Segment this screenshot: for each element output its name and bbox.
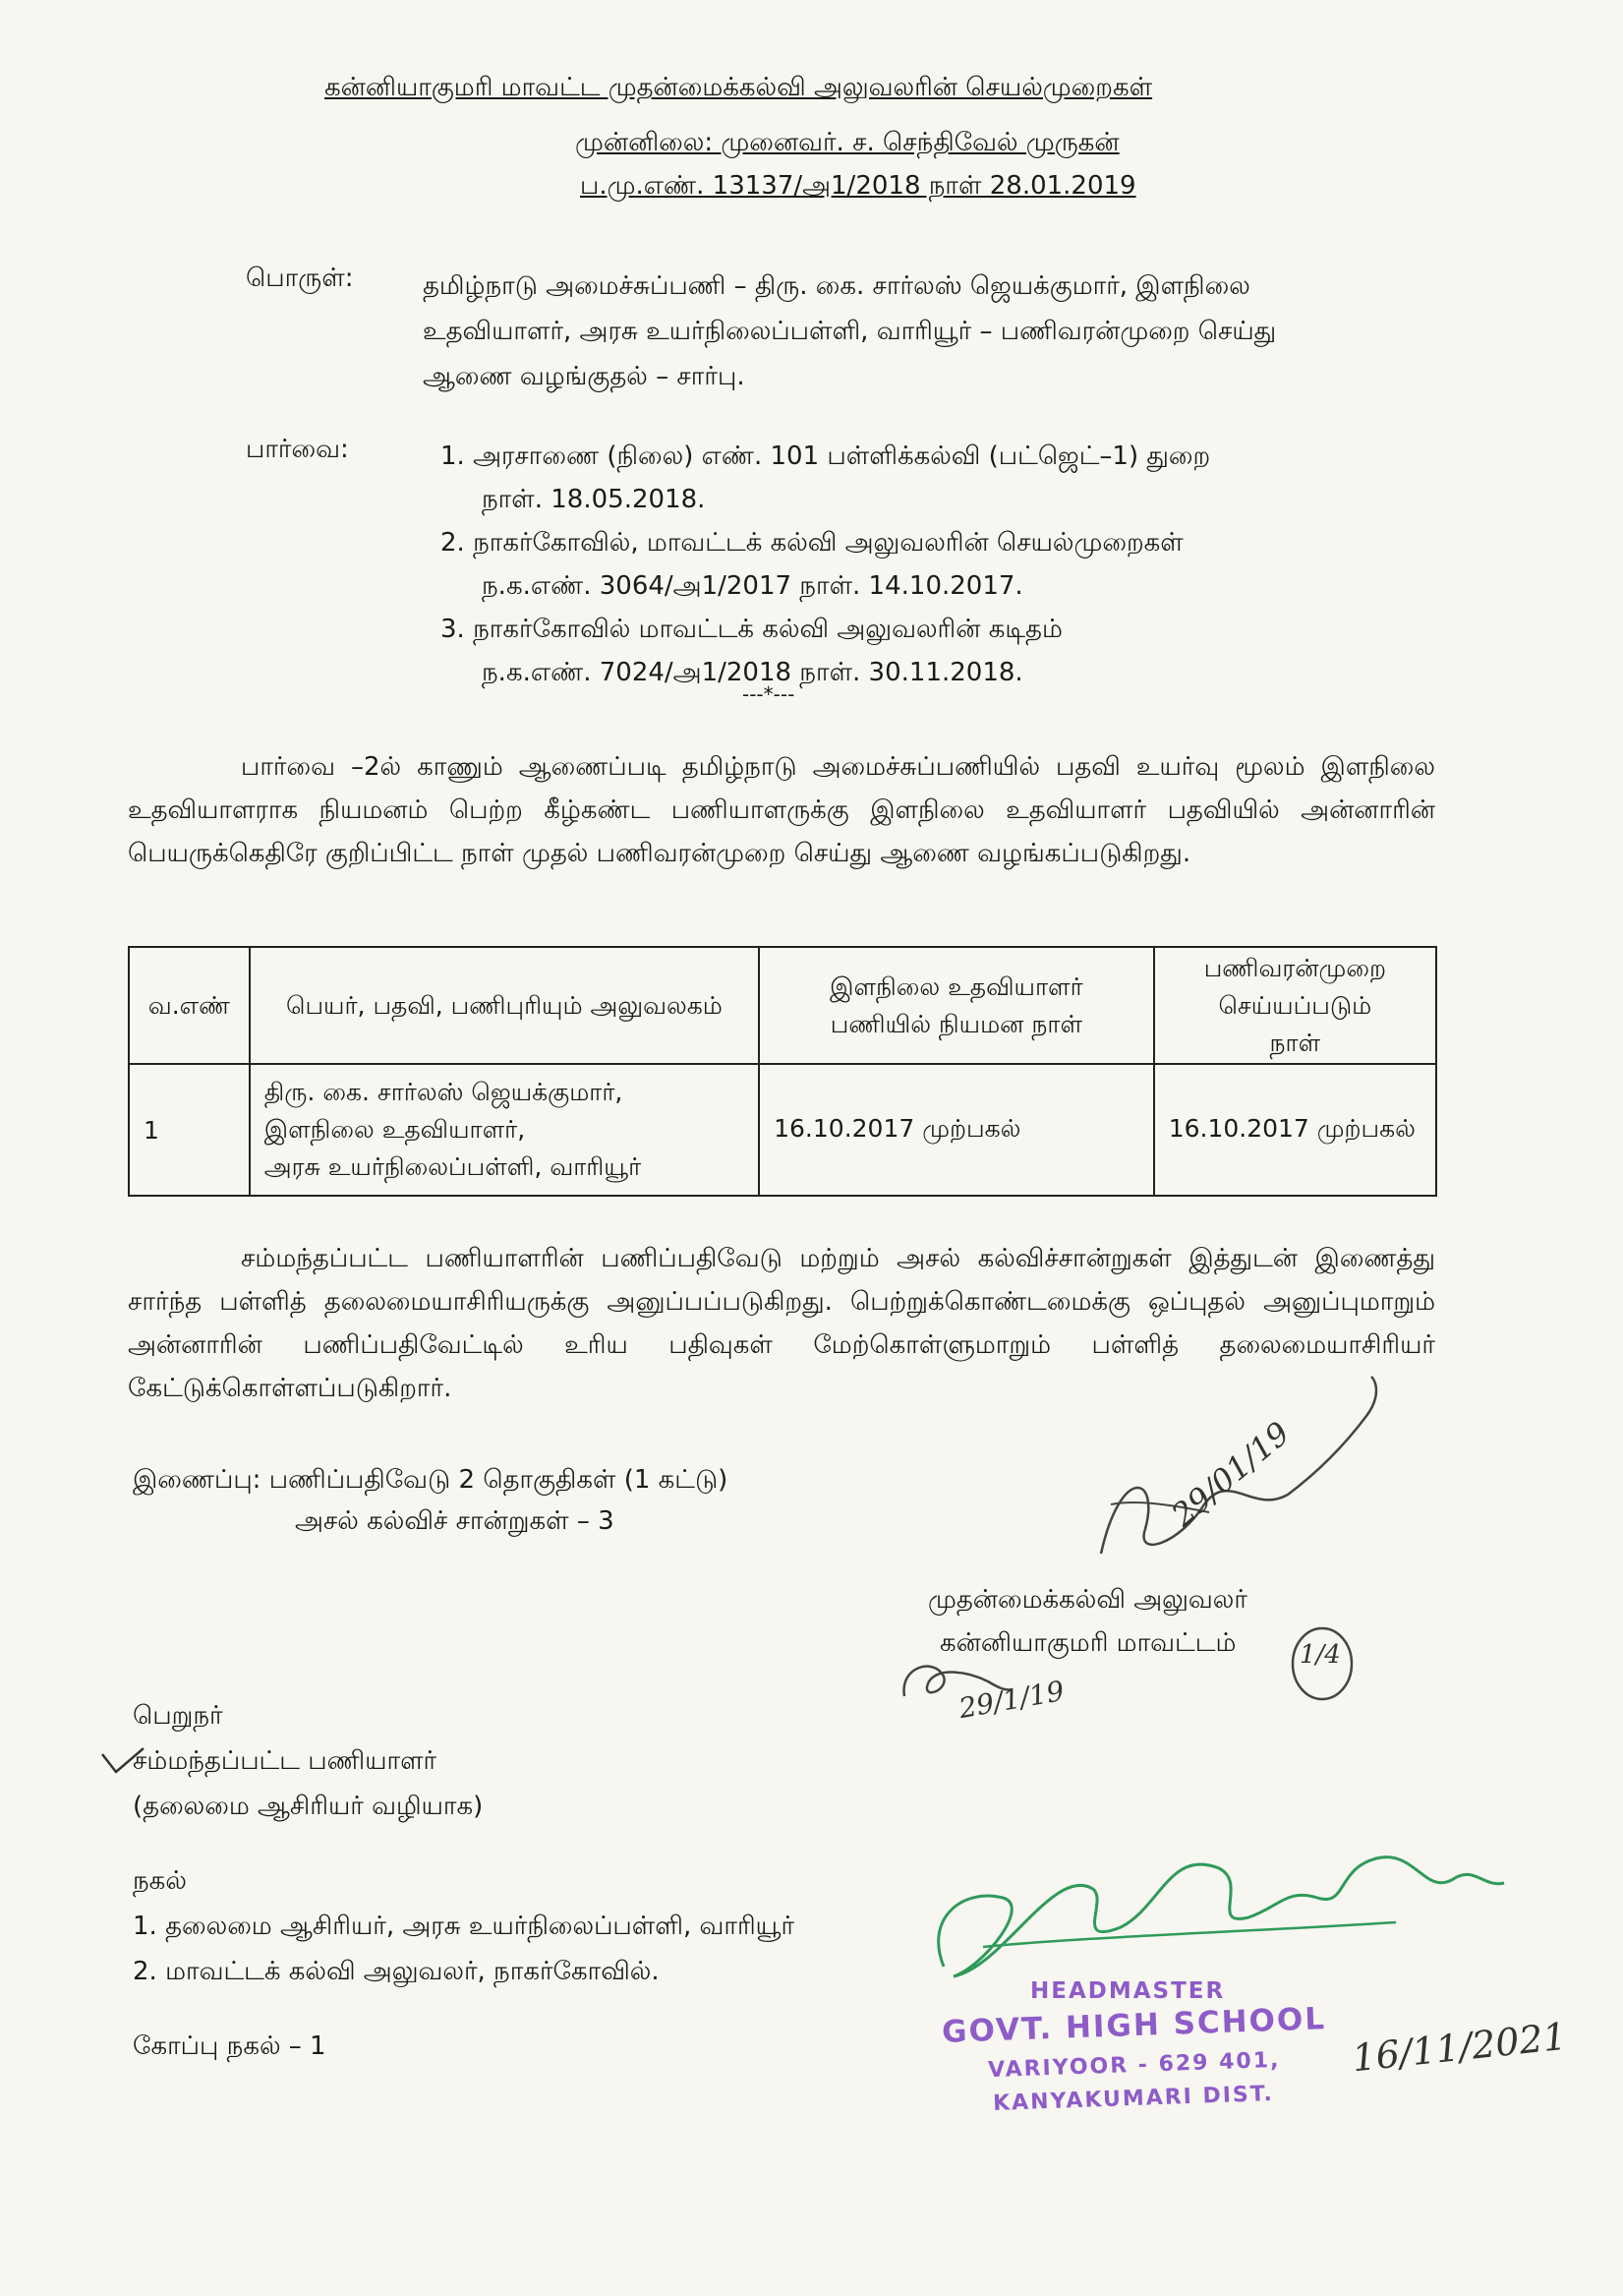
reference-item: நாள். 18.05.2018. — [482, 485, 706, 514]
copy-item: 1. தலைமை ஆசிரியர், அரசு உயர்நிலைப்பள்ளி, வாரியூர் — [133, 1912, 795, 1941]
subject-text — [423, 264, 1435, 399]
reference-item: ந.க.எண். 7024/அ1/2018 நாள். 30.11.2018. — [482, 658, 1023, 687]
signatory-title: முதன்மைக்கல்வி அலுவலர் — [928, 1585, 1247, 1615]
subject-line: தமிழ்நாடு அமைச்சுப்பணி – திரு. கை. சார்லஸ் ஜெயக்குமார், இளநிலை — [423, 271, 1250, 301]
reference-item: ந.க.எண். 3064/அ1/2017 நாள். 14.10.2017. — [482, 571, 1023, 601]
stamp-line: GOVT. HIGH SCHOOL — [941, 2001, 1327, 2050]
office-title: கன்னியாகுமரி மாவட்ட முதன்மைக்கல்வி அலுவலரின் செயல்முறைகள் — [324, 73, 1153, 102]
name-line: திரு. கை. சார்லஸ் ஜெயக்குமார், — [263, 1078, 623, 1106]
table-header-row — [129, 947, 1436, 1064]
column-header: பெயர், பதவி, பணிபுரியும் அலுவலகம் — [250, 947, 759, 1064]
name-line: அரசு உயர்நிலைப்பள்ளி, வாரியூர் — [263, 1152, 642, 1181]
name-line: இளநிலை உதவியாளர், — [263, 1115, 526, 1144]
signatory-district: கன்னியாகுமரி மாவட்டம் — [940, 1628, 1237, 1658]
regularization-date-cell: 16.10.2017 முற்பகல் — [1154, 1064, 1436, 1196]
presiding-officer: முன்னிலை: முனைவர். ச. செந்திவேல் முருகன் — [575, 128, 1120, 157]
separator: ---*--- — [742, 682, 795, 706]
enclosure-line: இணைப்பு: பணிப்பதிவேடு 2 தொகுதிகள் (1 கட்டு) — [133, 1465, 728, 1495]
serial-number-cell: 1 — [129, 1064, 250, 1196]
reference-item: 3. நாகர்கோவில் மாவட்டக் கல்வி அலுவலரின் கடிதம் — [440, 615, 1063, 644]
reference-item: 1. அரசாணை (நிலை) எண். 101 பள்ளிக்கல்வி (பட்ஜெட்–1) துறை — [440, 442, 1211, 471]
appointment-date-cell: 16.10.2017 முற்பகல் — [759, 1064, 1154, 1196]
stamp-line: KANYAKUMARI DIST. — [992, 2082, 1275, 2116]
tick-mark-icon — [98, 1742, 147, 1782]
stamp-line: HEADMASTER — [1030, 1978, 1226, 2004]
copy-item: 2. மாவட்டக் கல்வி அலுவலர், நாகர்கோவில். — [133, 1957, 660, 1986]
recipient-line: சம்மந்தப்பட்ட பணியாளர் — [133, 1746, 437, 1776]
body-paragraph-1: பார்வை –2ல் காணும் ஆணைப்படி தமிழ்நாடு அமைச்சுப்பணியில் பதவி உயர்வு மூலம் இளநிலை உதவியாளராக நியமனம் பெற்ற கீழ்கண்ட பணியாளருக்கு இளநிலை உதவியாளர் பதவியில் அன்னாரின் பெயருக்கெதிரே குறிப்பிட்ட நாள் முதல் பணிவரன்முறை செய்து ஆணை வழங்கப்படுகிறது. — [128, 752, 1435, 868]
stamp-date: 16/11/2021 — [1350, 2014, 1569, 2081]
copy-label: நகல் — [133, 1866, 187, 1896]
body-paragraph-2: சம்மந்தப்பட்ட பணியாளரின் பணிப்பதிவேடு மற்றும் அசல் கல்விச்சான்றுகள் இத்துடன் இணைத்து சார்ந்த பள்ளித் தலைமையாசிரியருக்கு அனுப்பப்படுகிறது. பெற்றுக்கொண்டமைக்கு ஒப்புதல் அனுப்புமாறும் அன்னாரின் பணிப்பதிவேட்டில் உரிய பதிவுகள் மேற்கொள்ளுமாறும் பள்ளித் தலைமையாசிரியர் கேட்டுக்கொள்ளப்படுகிறார். — [128, 1244, 1435, 1403]
references-label: பார்வை: — [246, 435, 349, 464]
name-cell — [250, 1064, 759, 1196]
recipient-label: பெறுநர் — [133, 1701, 223, 1731]
file-copy: கோப்பு நகல் – 1 — [133, 2031, 326, 2061]
stamp-line: VARIYOOR - 629 401, — [987, 2047, 1281, 2084]
handwritten-date-2: 29/1/19 — [956, 1674, 1067, 1726]
subject-label: பொருள்: — [246, 264, 354, 293]
enclosure-line: அசல் கல்விச் சான்றுகள் – 3 — [295, 1506, 614, 1536]
subject-line: உதவியாளர், அரசு உயர்நிலைப்பள்ளி, வாரியூர் – பணிவரன்முறை செய்து — [423, 317, 1277, 346]
recipient-line: (தலைமை ஆசிரியர் வழியாக) — [133, 1792, 484, 1821]
column-header: இளநிலை உதவியாளர் பணியில் நியமன நாள் — [759, 947, 1154, 1064]
circled-page-number: 1/4 — [1300, 1640, 1341, 1670]
regularization-table — [128, 946, 1437, 1197]
column-header: வ.எண் — [129, 947, 250, 1064]
reference-item: 2. நாகர்கோவில், மாவட்டக் கல்வி அலுவலரின் செயல்முறைகள் — [440, 528, 1184, 558]
column-header: பணிவரன்முறை செய்யப்படும் நாள் — [1154, 947, 1436, 1064]
headmaster-signature — [924, 1829, 1514, 1996]
references-list — [440, 435, 1423, 694]
reference-number: ப.மு.எண். 13137/அ1/2018 நாள் 28.01.2019 — [580, 171, 1136, 201]
handwritten-date: 29/01/19 — [1164, 1414, 1298, 1534]
subject-line: ஆணை வழங்குதல் – சார்பு. — [423, 362, 745, 391]
table-row — [129, 1064, 1436, 1196]
